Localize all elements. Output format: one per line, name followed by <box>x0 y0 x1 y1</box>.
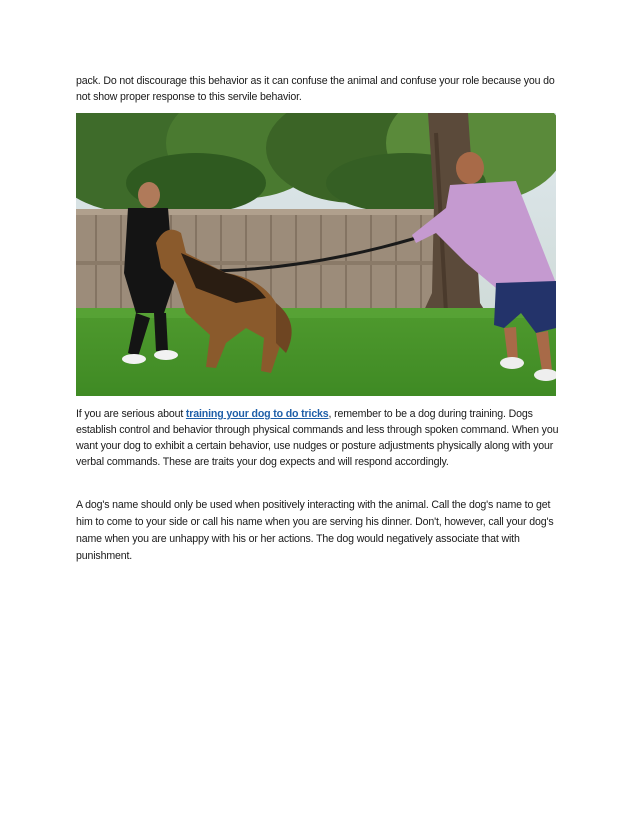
paragraph-training-rest: , remember to be a dog during training. Dogs establish control and behavior through physical commands and less through spoken command. When you want your dog to exhibit a certain behavior, use nudges or posture adjustments physically along with your verbal commands. These are traits your dog expects and will respond accordingly. <box>76 408 559 468</box>
paragraph-training <box>76 406 568 470</box>
paragraph-behavior: pack. Do not discourage this behavior as it can confuse the animal and confuse your role because you do not show proper response to this servile behavior. <box>76 75 555 103</box>
paragraph-training-intro: If you are serious about <box>76 408 186 420</box>
paragraph-dog-name: A dog's name should only be used when positively interacting with the animal. Call the dog's name to get him to come to your side or call his name when you are serving his dinner. Don't, however, call your dog's name when you are unhappy with his or her actions. The dog would negatively associate that with punishment. <box>76 499 554 562</box>
dog-training-photo <box>76 113 556 396</box>
training-tricks-link[interactable]: training your dog to do tricks <box>185 408 329 420</box>
